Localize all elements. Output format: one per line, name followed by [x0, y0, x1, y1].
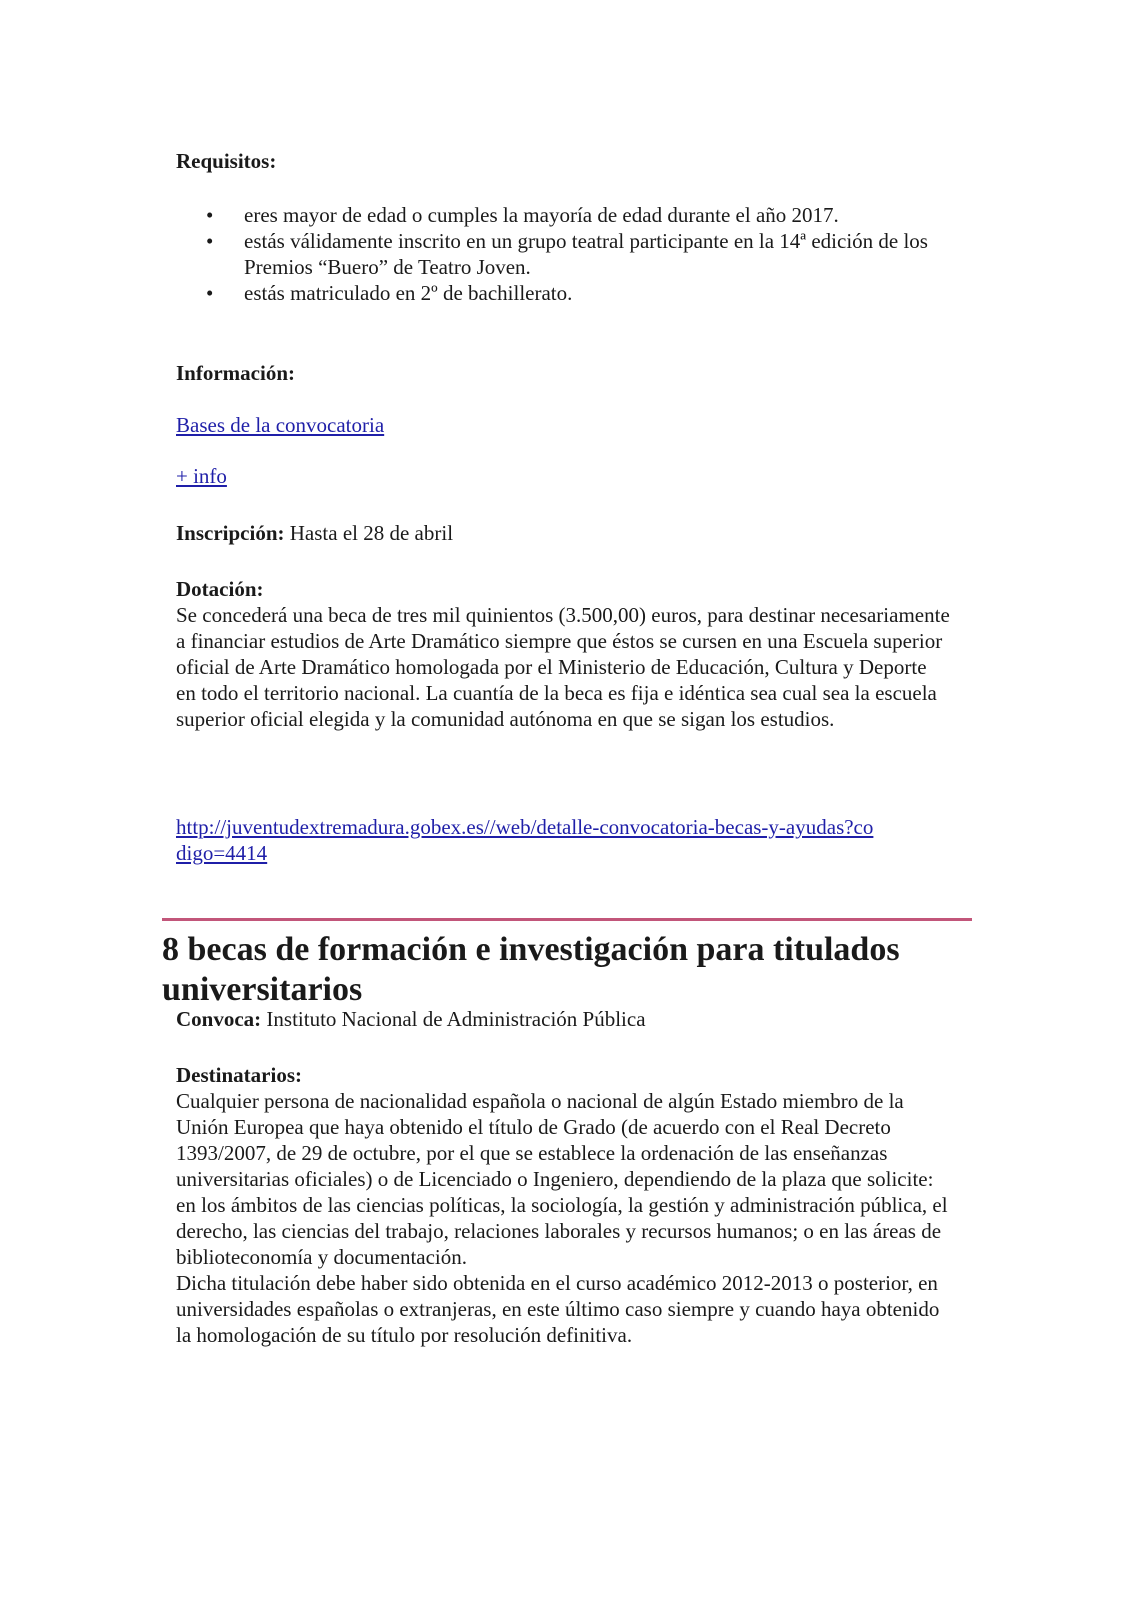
section-title: 8 becas de formación e investigación para titulados universitarios: [162, 931, 900, 1008]
requisitos-section: [176, 148, 956, 174]
requisitos-label: Requisitos:: [176, 149, 277, 173]
bases-link-wrap: [176, 412, 956, 438]
list-item: • eres mayor de edad o cumples la mayoría de edad durante el año 2017.: [176, 202, 956, 228]
dotacion-text: Se concederá una beca de tres mil quinientos (3.500,00) euros, para destinar necesariamente a financiar estudios de Arte Dramático siempre que éstos se cursen en una Escuela superior oficial de Arte Dramático homologada por el Ministerio de Educación, Cultura y Deporte en todo el territorio nacional. La cuantía de la beca es fija e idéntica sea cual sea la escuela superior oficial elegida y la comunidad autónoma en que se sigan los estudios.: [176, 603, 950, 731]
destinatarios-text-2: Dicha titulación debe haber sido obtenida en el curso académico 2012-2013 o posterior, en universidades españolas o extranjeras, en este último caso siempre y cuando haya obtenido la homologación de su título por resolución definitiva.: [176, 1271, 940, 1347]
destinatarios-label: Destinatarios:: [176, 1063, 302, 1087]
inscripcion-line: [176, 520, 956, 546]
dotacion-section: [176, 576, 951, 732]
destinatarios-text-1: Cualquier persona de nacionalidad española o nacional de algún Estado miembro de la Unión Europea que haya obtenido el título de Grado (de acuerdo con el Real Decreto 1393/2007, de 29 de octubre, por el que se establece la ordenación de las enseñanzas universitarias oficiales) o de Licenciado o Ingeniero, dependiendo de la plaza que solicite: en los ámbitos de las ciencias políticas, la sociología, la gestión y administración pública, el derecho, las ciencias del trabajo, relaciones laborales y recursos humanos; o en las áreas de biblioteconomía y documentación.: [176, 1089, 948, 1269]
inscripcion-label: Inscripción:: [176, 521, 285, 545]
list-item: • estás matriculado en 2º de bachillerato.: [176, 280, 956, 306]
inscripcion-value: Hasta el 28 de abril: [284, 521, 454, 545]
source-url-link[interactable]: http://juventudextremadura.gobex.es//web/detalle-convocatoria-becas-y-ayudas?codigo=4414: [176, 815, 874, 865]
source-url-wrap: [176, 814, 876, 866]
bases-convocatoria-link[interactable]: Bases de la convocatoria: [176, 413, 385, 437]
dotacion-label: Dotación:: [176, 577, 264, 601]
convoca-value: Instituto Nacional de Administración Pública: [261, 1007, 646, 1031]
list-item: • estás válidamente inscrito en un grupo teatral participante en la 14ª edición de los Premios “Buero” de Teatro Joven.: [176, 228, 956, 280]
destinatarios-section: [176, 1062, 956, 1348]
requisitos-list: [176, 202, 956, 306]
convoca-label: Convoca:: [176, 1007, 262, 1031]
convoca-line: [176, 1006, 956, 1032]
informacion-label: Información:: [176, 361, 295, 385]
section-divider: [162, 918, 972, 921]
informacion-section: [176, 360, 956, 386]
more-info-link[interactable]: + info: [176, 464, 227, 488]
more-info-wrap: [176, 463, 956, 489]
